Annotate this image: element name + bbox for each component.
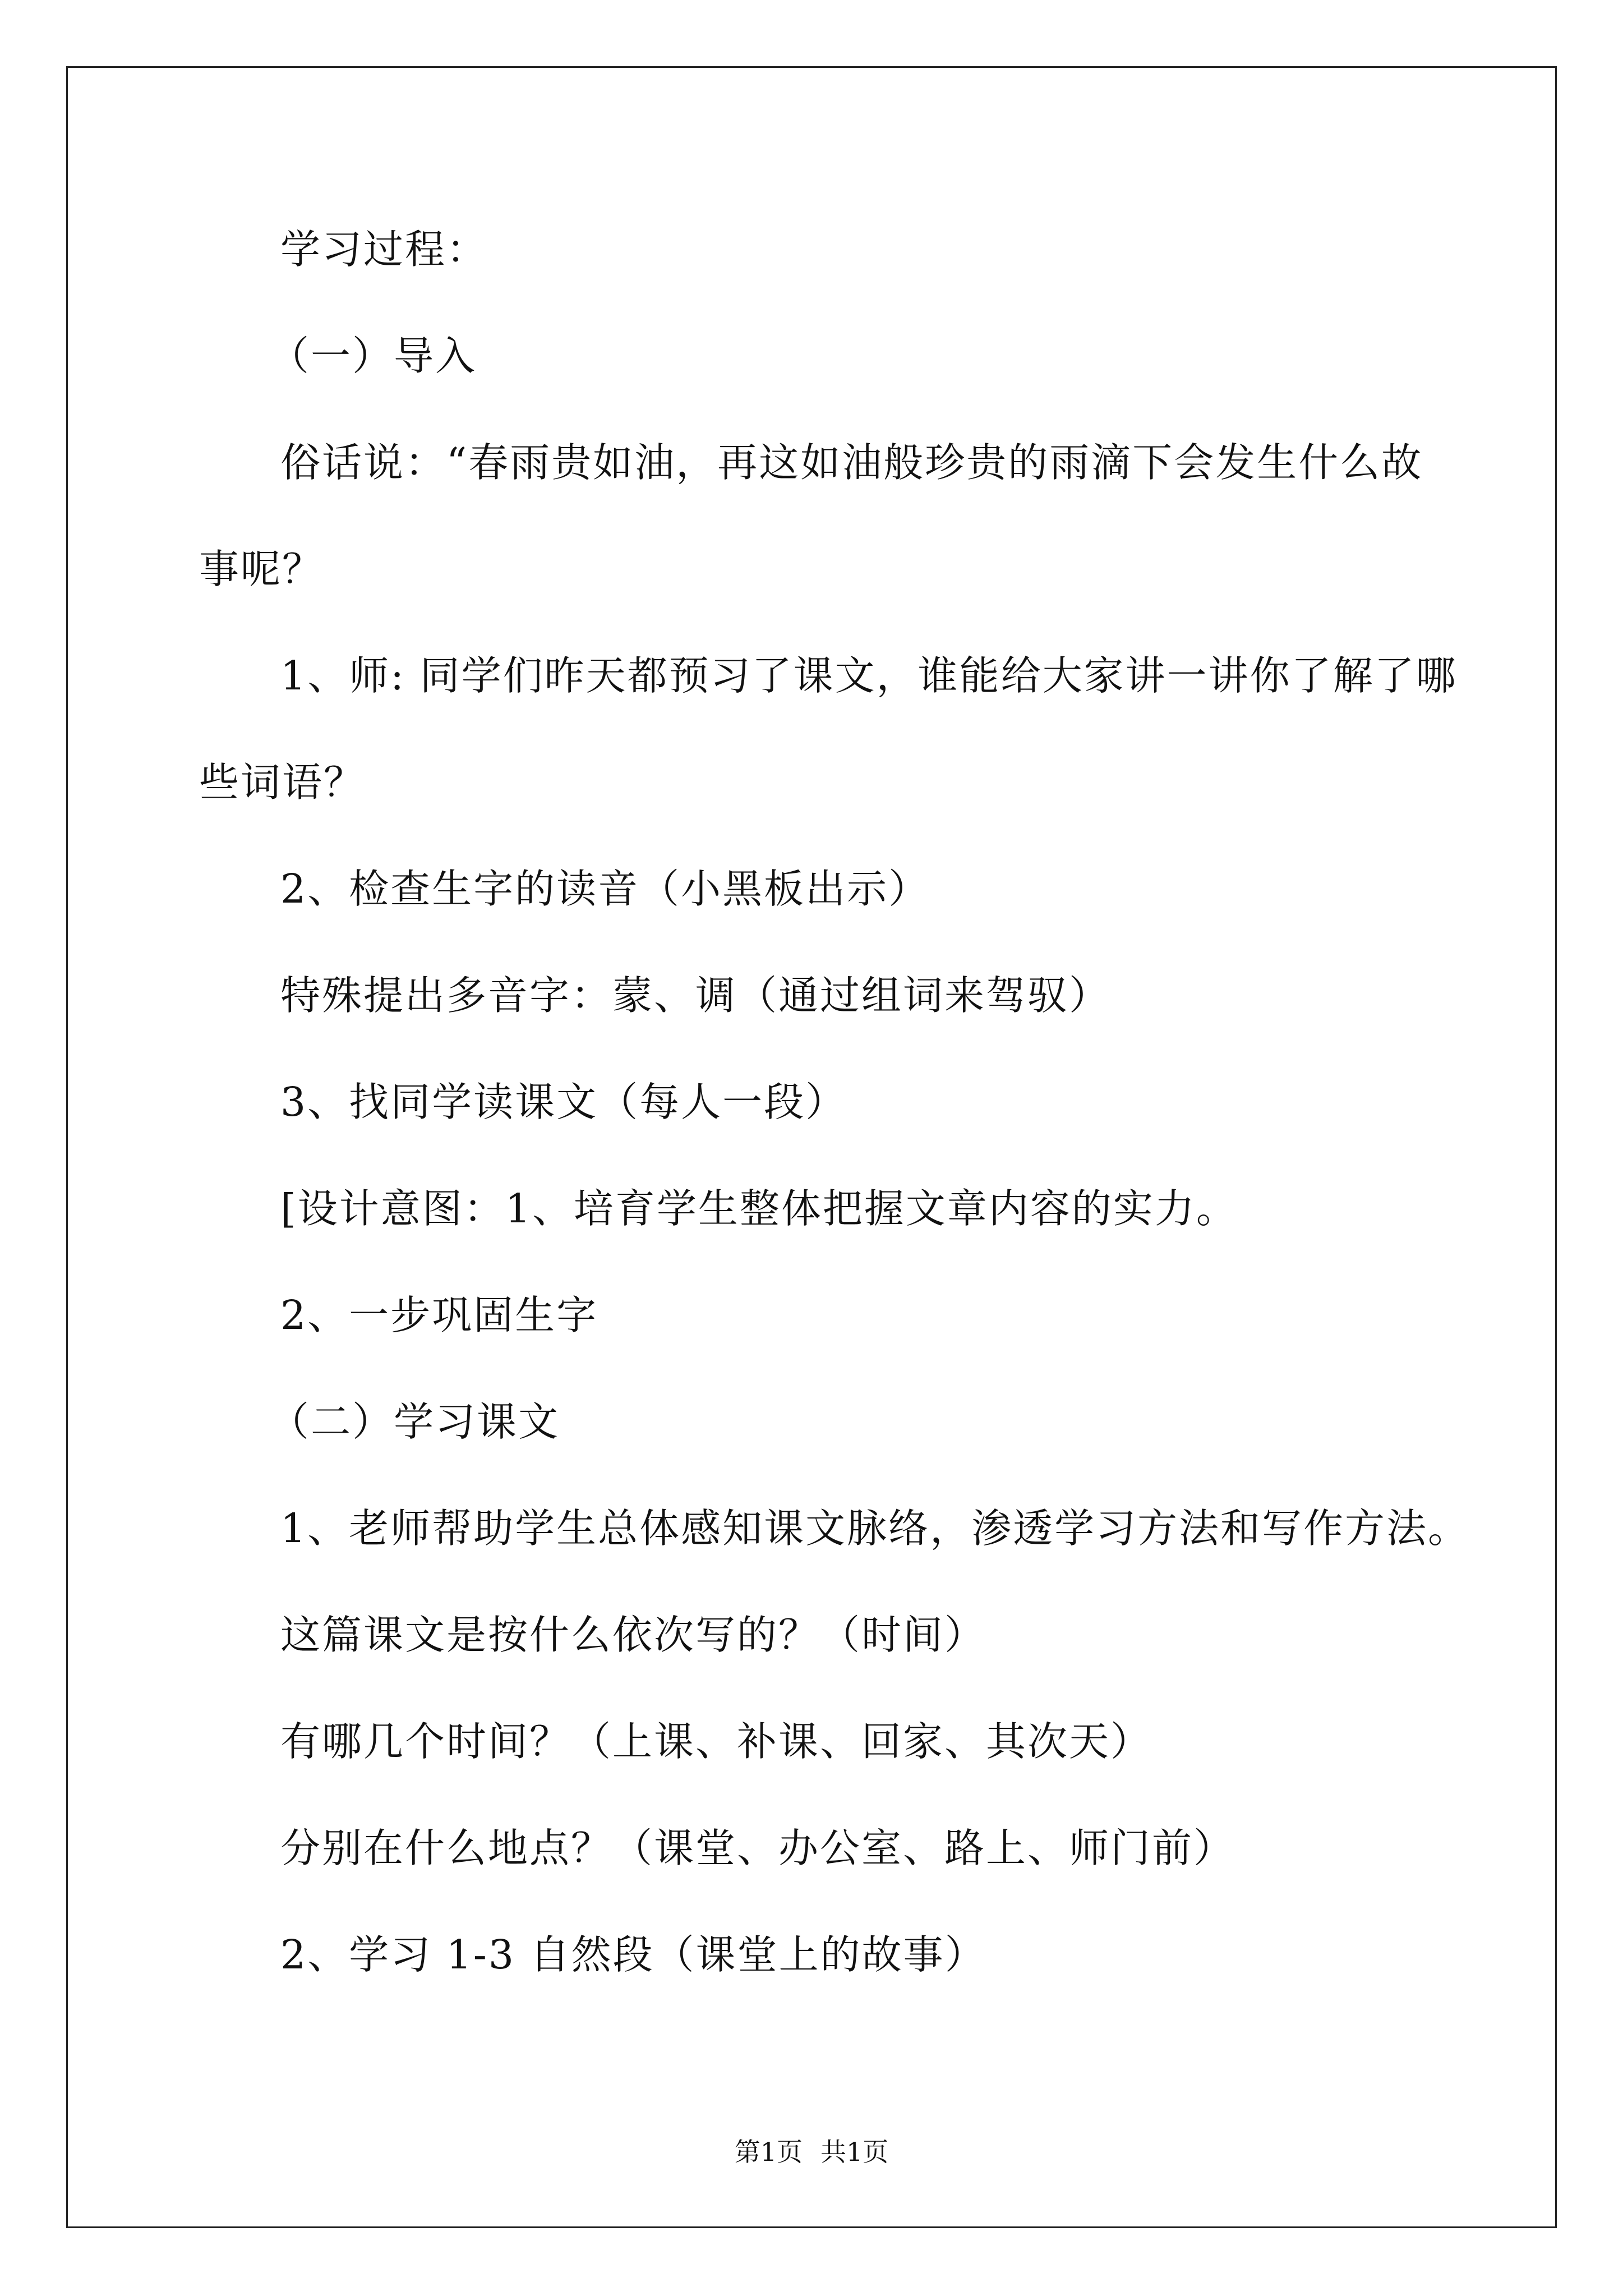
paragraph-line: 些词语？ xyxy=(199,759,366,806)
paragraph-line: 特殊提出多音字：蒙、调（通过组词来驾驭） xyxy=(280,972,1111,1019)
paragraph-line: 2、一步巩固生字 xyxy=(280,1292,598,1338)
paragraph-line: 有哪几个时间？（上课、补课、回家、其次天） xyxy=(280,1718,1152,1765)
page-border xyxy=(66,66,1557,2228)
paragraph-line: 事呢？ xyxy=(199,546,324,592)
page-footer xyxy=(0,2136,1623,2168)
section-heading: 学习过程： xyxy=(280,226,488,273)
paragraph-line: 1、老师帮助学生总体感知课文脉络，渗透学习方法和写作方法。 xyxy=(280,1505,1470,1552)
subsection-heading: （二）学习课文 xyxy=(269,1398,560,1445)
paragraph-line: 俗话说：“春雨贵如油，再这如油般珍贵的雨滴下会发生什么故 xyxy=(280,439,1423,486)
paragraph-line: 2、学习 1-3 自然段（课堂上的故事） xyxy=(280,1931,986,1978)
paragraph-line: 1、师: 同学们昨天都预习了课文，谁能给大家讲一讲你了解了哪 xyxy=(280,652,1458,699)
page-total: 共1页 xyxy=(820,2137,889,2167)
paragraph-line: 这篇课文是按什么依次写的？（时间） xyxy=(280,1612,986,1658)
page-number: 第1页 xyxy=(734,2137,803,2167)
paragraph-line: 分别在什么地点？（课堂、办公室、路上、师门前） xyxy=(280,1825,1235,1871)
paragraph-line: 2、检查生字的读音（小黑板出示） xyxy=(280,866,930,912)
paragraph-line: 3、找同学读课文（每人一段） xyxy=(280,1079,847,1125)
paragraph-line: [设计意图：1、培育学生整体把握文章内容的实力。 xyxy=(280,1185,1238,1232)
subsection-heading: （一）导入 xyxy=(269,333,477,379)
